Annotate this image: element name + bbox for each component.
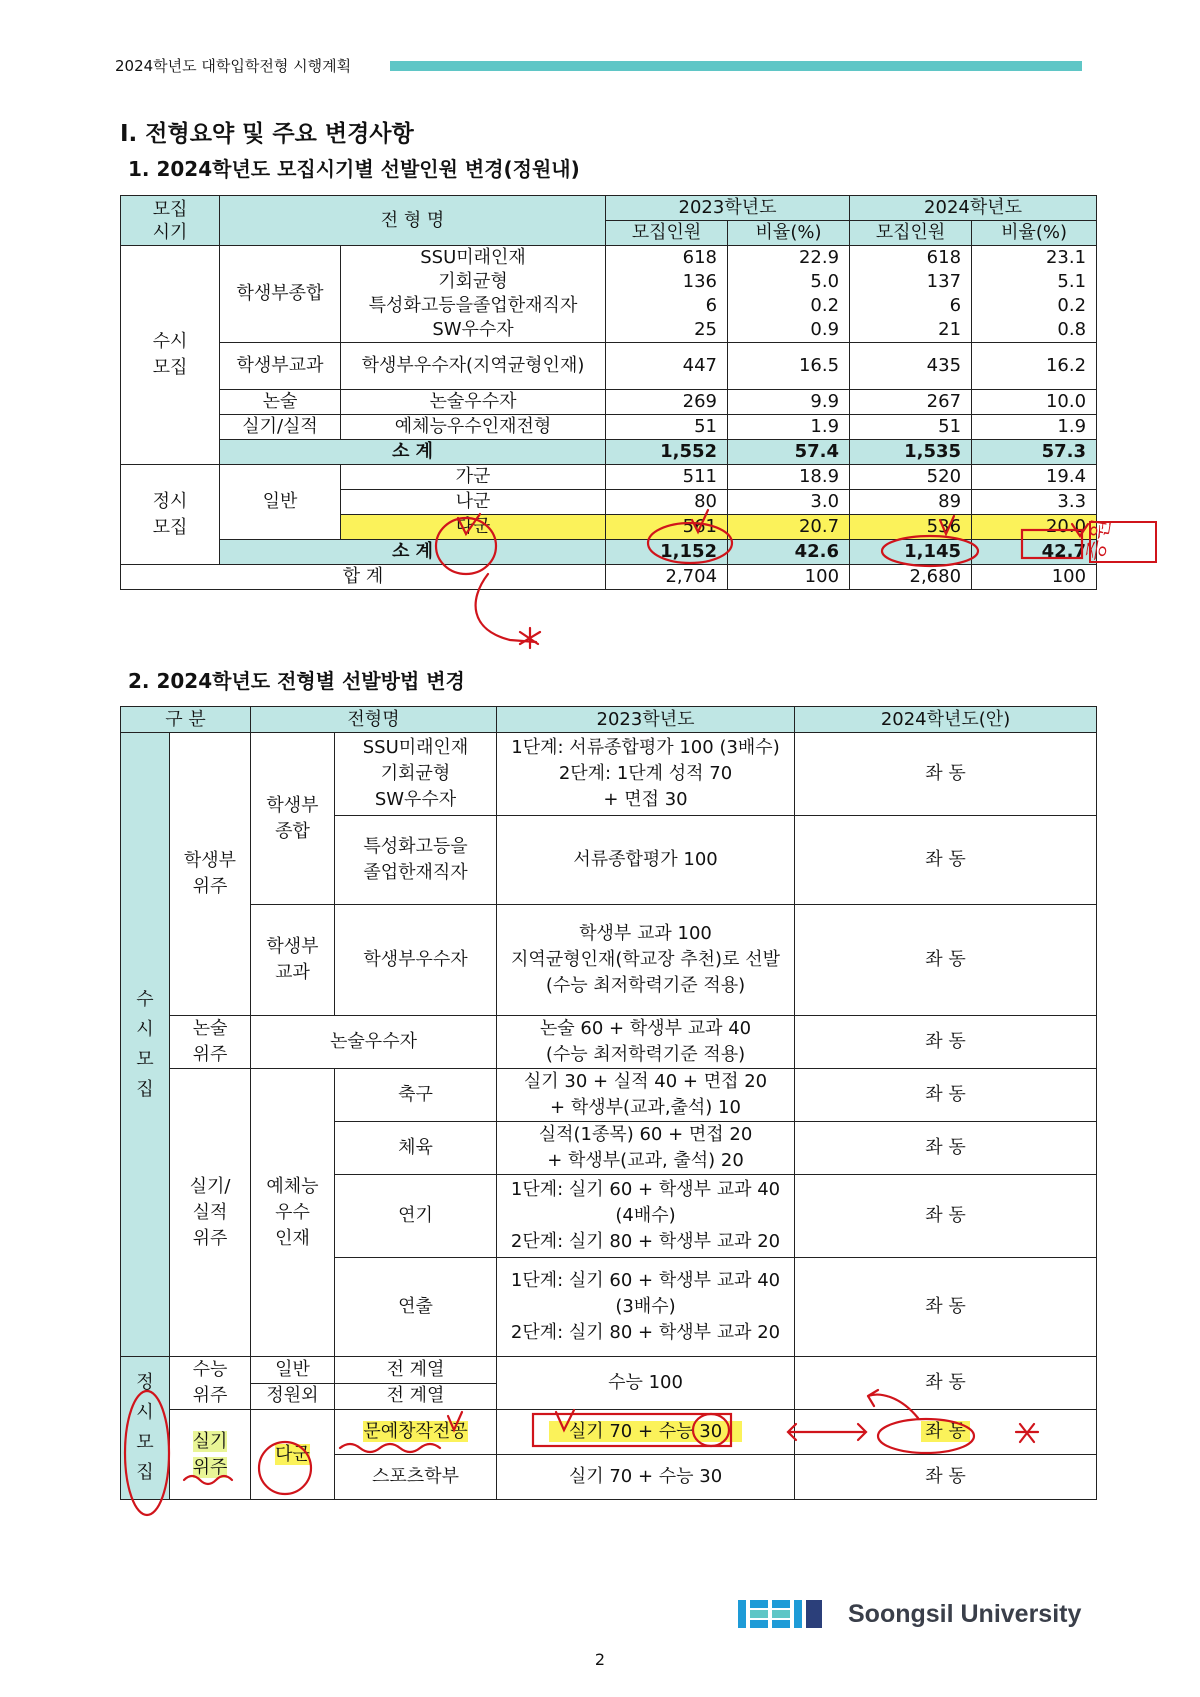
group-nonsul: 논술 위주 xyxy=(170,1016,251,1069)
table-row-name: 예체능우수인재전형 xyxy=(341,415,606,440)
table-cell: 2,680 xyxy=(850,565,972,590)
table-cell: 학생부 교과 100 지역균형인재(학교장 추천)로 선발 (수능 최저학력기준 적용) xyxy=(497,905,795,1016)
table-row-name: 특성화고등을 졸업한재직자 xyxy=(335,816,497,905)
table-cell: 447 xyxy=(606,343,728,390)
table-cell: 20.0 xyxy=(972,515,1097,540)
table-cell: 2,704 xyxy=(606,565,728,590)
category-ilban: 일반 xyxy=(220,465,341,540)
table-row-name: 다군 xyxy=(341,515,606,540)
table-cell: 561 xyxy=(606,515,728,540)
table-cell: 51 xyxy=(850,415,972,440)
table-cell: 좌 동 xyxy=(795,816,1097,905)
table-cell: 1,152 xyxy=(606,540,728,565)
table-row-name: 축구 xyxy=(335,1069,497,1122)
handwritten-note: 증원 xyxy=(1083,516,1116,564)
table-cell: 실적(1종목) 60 + 면접 20 + 학생부(교과, 출석) 20 xyxy=(497,1122,795,1175)
table-row-name: SSU미래인재 기회균형 SW우수자 xyxy=(335,733,497,816)
group-yechae: 예체능 우수 인재 xyxy=(251,1069,335,1357)
suneung-ilban: 일반 xyxy=(251,1357,335,1384)
table-cell: 1,552 xyxy=(606,440,728,465)
col-header-count-2023: 모집인원 xyxy=(606,221,728,246)
grand-total-label: 합 계 xyxy=(121,565,606,590)
table-row-name: 가군 xyxy=(341,465,606,490)
table-row-name: 체육 xyxy=(335,1122,497,1175)
table-cell: 19.4 xyxy=(972,465,1097,490)
table-cell: 좌 동 xyxy=(795,1455,1097,1500)
table-cell: 16.5 xyxy=(728,343,850,390)
recruitment-count-table xyxy=(120,195,1097,590)
selection-method-table xyxy=(120,706,1097,1500)
table-cell: 16.2 xyxy=(972,343,1097,390)
table-cell: 1단계: 실기 60 + 학생부 교과 40 (4배수) 2단계: 실기 80 + 학생부 교과 20 xyxy=(497,1175,795,1258)
col-header-2024: 2024학년도 xyxy=(850,196,1097,221)
table-cell-munye-2024 xyxy=(795,1410,1097,1455)
group-silgi-jungsi xyxy=(170,1410,251,1500)
group-saenghwal: 학생부 위주 xyxy=(170,733,251,1016)
table-cell: 100 xyxy=(972,565,1097,590)
group-gyogwa: 학생부 교과 xyxy=(251,905,335,1016)
table-cell: 5.1 xyxy=(972,270,1097,294)
table-cell: 수능 100 xyxy=(497,1357,795,1410)
munye-label: 문예창작전공 xyxy=(363,1421,468,1442)
table-cell: 89 xyxy=(850,490,972,515)
table-cell: 3.0 xyxy=(728,490,850,515)
dagun-label: 다군 xyxy=(275,1443,310,1465)
col-header-count-2024: 모집인원 xyxy=(850,221,972,246)
university-logo xyxy=(738,1594,1081,1634)
star-mark xyxy=(520,628,540,648)
table-cell: 좌 동 xyxy=(795,1016,1097,1069)
table-cell: 실기 70 + 수능 30 xyxy=(497,1455,795,1500)
section-title: Ⅰ. 전형요약 및 주요 변경사항 xyxy=(120,121,414,147)
table-row-name: 나군 xyxy=(341,490,606,515)
table-cell: 1.9 xyxy=(728,415,850,440)
table-cell: 좌 동 xyxy=(795,1122,1097,1175)
group-suneung: 수능 위주 xyxy=(170,1357,251,1410)
logo-text: Soongsil University xyxy=(848,1599,1082,1628)
table-cell: 42.7 xyxy=(972,540,1097,565)
header-accent-bar xyxy=(390,61,1082,71)
table-cell: 좌 동 xyxy=(795,733,1097,816)
table-cell: 1단계: 서류종합평가 100 (3배수) 2단계: 1단계 성적 70 + 면접 30 xyxy=(497,733,795,816)
col-header-2023: 2023학년도 xyxy=(606,196,850,221)
susi-subtotal-label: 소 계 xyxy=(220,440,606,465)
table-cell: 6 xyxy=(606,294,728,318)
col-header-period: 모집 시기 xyxy=(121,196,220,246)
col-header-ratio-2023: 비율(%) xyxy=(728,221,850,246)
period-susi: 수시 모집 xyxy=(121,246,220,465)
table-cell: 520 xyxy=(850,465,972,490)
table-cell: 좌 동 xyxy=(795,1357,1097,1410)
group-silgi: 실기/ 실적 위주 xyxy=(170,1069,251,1357)
category-nonsul: 논술 xyxy=(220,390,341,415)
table-row-name: 연출 xyxy=(335,1258,497,1357)
table-row-name: 전 계열 xyxy=(335,1383,497,1410)
subsection-1-title: 1. 2024학년도 모집시기별 선발인원 변경(정원내) xyxy=(128,157,580,181)
table-cell: 57.4 xyxy=(728,440,850,465)
table-cell: 42.6 xyxy=(728,540,850,565)
table-cell: 0.2 xyxy=(728,294,850,318)
table-row-name: 논술우수자 xyxy=(251,1016,497,1069)
table-cell: 3.3 xyxy=(972,490,1097,515)
period-jungsi: 정시 모집 xyxy=(121,465,220,565)
table-cell: 80 xyxy=(606,490,728,515)
table-cell: 좌 동 xyxy=(795,1069,1097,1122)
table-cell: 1,535 xyxy=(850,440,972,465)
suneung-jeongwonoe: 정원외 xyxy=(251,1383,335,1410)
table-cell: 269 xyxy=(606,390,728,415)
table-cell: 100 xyxy=(728,565,850,590)
col-header-2024: 2024학년도(안) xyxy=(795,707,1097,733)
table-cell: 9.9 xyxy=(728,390,850,415)
table-row-name: 전 계열 xyxy=(335,1357,497,1384)
table-cell: 5.0 xyxy=(728,270,850,294)
table-cell: 1.9 xyxy=(972,415,1097,440)
table-row-name: 스포츠학부 xyxy=(335,1455,497,1500)
table-cell: 좌 동 xyxy=(795,1175,1097,1258)
table-row-name: 기회균형 xyxy=(341,270,606,294)
col-header-name: 전 형 명 xyxy=(220,196,606,246)
col-header-gubun: 구 분 xyxy=(121,707,251,733)
table-cell: 51 xyxy=(606,415,728,440)
subsection-2-title: 2. 2024학년도 전형별 선발방법 변경 xyxy=(128,669,465,693)
dagun-group xyxy=(251,1410,335,1500)
table-row-name: SW우수자 xyxy=(341,318,606,343)
note-box xyxy=(1090,522,1156,562)
munye-2024-label: 좌 동 xyxy=(921,1421,970,1442)
table-cell: 137 xyxy=(850,270,972,294)
page-number: 2 xyxy=(594,1650,606,1669)
table-row-name: 연기 xyxy=(335,1175,497,1258)
table-row-name: 특성화고등을졸업한재직자 xyxy=(341,294,606,318)
table-cell: 23.1 xyxy=(972,246,1097,271)
group-silgi-jungsi-label: 실기 위주 xyxy=(192,1430,228,1478)
table-cell: 136 xyxy=(606,270,728,294)
col-header-2023: 2023학년도 xyxy=(497,707,795,733)
table-cell-munye-2023 xyxy=(497,1410,795,1455)
category-gyogwa: 학생부교과 xyxy=(220,343,341,390)
table-cell: 6 xyxy=(850,294,972,318)
document-header-title: 2024학년도 대학입학전형 시행계획 xyxy=(115,57,352,75)
category-silgi: 실기/실적 xyxy=(220,415,341,440)
table-row-name: 학생부우수자(지역균형인재) xyxy=(341,343,606,390)
period-jungsi: 정 시 모 집 xyxy=(121,1357,170,1500)
table-cell: 57.3 xyxy=(972,440,1097,465)
table-cell: 1단계: 실기 60 + 학생부 교과 40 (3배수) 2단계: 실기 80 + 학생부 교과 20 xyxy=(497,1258,795,1357)
table-cell: 267 xyxy=(850,390,972,415)
ssu-emblem-icon xyxy=(738,1594,838,1634)
table-row-name-munye xyxy=(335,1410,497,1455)
table-cell: 0.8 xyxy=(972,318,1097,343)
munye-2023-label: 실기 70 + 수능 30 xyxy=(549,1421,742,1442)
table-cell: 서류종합평가 100 xyxy=(497,816,795,905)
col-header-name: 전형명 xyxy=(251,707,497,733)
table-cell: 논술 60 + 학생부 교과 40 (수능 최저학력기준 적용) xyxy=(497,1016,795,1069)
table-cell: 좌 동 xyxy=(795,1258,1097,1357)
table-cell: 0.9 xyxy=(728,318,850,343)
table-cell: 좌 동 xyxy=(795,905,1097,1016)
group-jonghap: 학생부 종합 xyxy=(251,733,335,905)
table-row-name: SSU미래인재 xyxy=(341,246,606,271)
category-jonghap: 학생부종합 xyxy=(220,246,341,343)
table-cell: 25 xyxy=(606,318,728,343)
table-row-name: 학생부우수자 xyxy=(335,905,497,1016)
table-cell: 18.9 xyxy=(728,465,850,490)
table-cell: 10.0 xyxy=(972,390,1097,415)
table-cell: 435 xyxy=(850,343,972,390)
table-cell: 22.9 xyxy=(728,246,850,271)
table-cell: 20.7 xyxy=(728,515,850,540)
table-cell: 618 xyxy=(850,246,972,271)
table-cell: 실기 30 + 실적 40 + 면접 20 + 학생부(교과,출석) 10 xyxy=(497,1069,795,1122)
table-cell: 511 xyxy=(606,465,728,490)
table-row-name: 논술우수자 xyxy=(341,390,606,415)
table-cell: 1,145 xyxy=(850,540,972,565)
table-cell: 618 xyxy=(606,246,728,271)
period-susi: 수 시 모 집 xyxy=(121,733,170,1357)
table-cell: 21 xyxy=(850,318,972,343)
table-cell: 0.2 xyxy=(972,294,1097,318)
table-cell: 536 xyxy=(850,515,972,540)
col-header-ratio-2024: 비율(%) xyxy=(972,221,1097,246)
jungsi-subtotal-label: 소 계 xyxy=(220,540,606,565)
